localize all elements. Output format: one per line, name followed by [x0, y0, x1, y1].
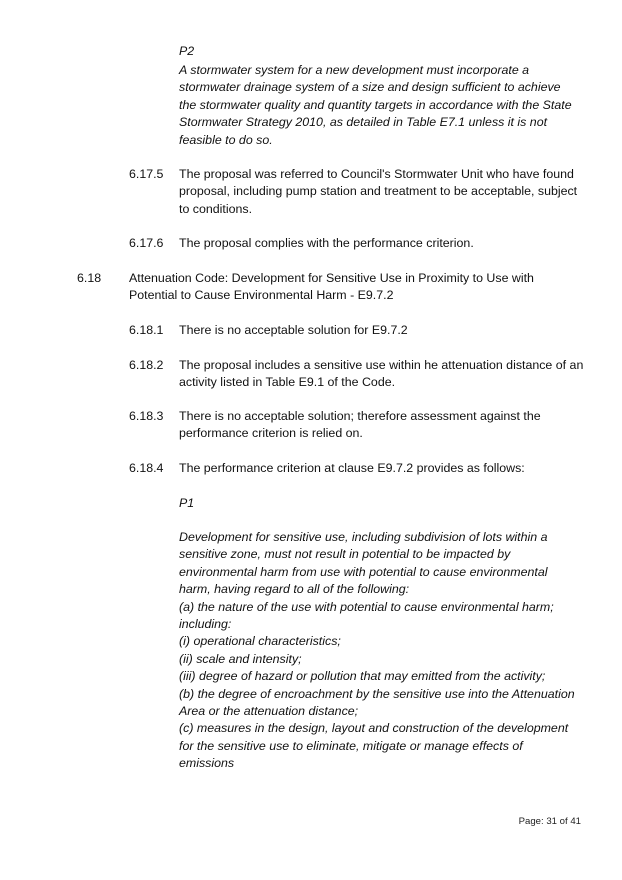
clause-number: 6.18.3 — [129, 409, 164, 423]
p1-heading: P1 — [179, 496, 195, 510]
page-number: Page: 31 of 41 — [518, 816, 581, 827]
clause-number: 6.18.4 — [129, 461, 164, 475]
clause-number: 6.17.5 — [129, 167, 164, 181]
clause-text: There is no acceptable solution; therefore assessment against the performance criterion is relied on. — [179, 409, 541, 441]
clause-number: 6.18.1 — [129, 323, 164, 337]
p2-heading: P2 — [179, 44, 195, 58]
p1-body: Development for sensitive use, including subdivision of lots within a sensitive zone, must not result in potential to be impacted by environmental harm from use with potential to cause environmental harm, having regard to all of the following: (a) the nature of the use with potential to cause environmental harm; including: (i) operational characteristics; (ii) scale and intensity; (iii) degree of hazard or pollution that may emitted from the activity; (b) the degree of encroachment by the sensitive use into the Attenuation Area or the attenuation distance; (c) measures in the design, layout and construction of the development for the sensitive use to eliminate, mitigate or manage effects of emissions — [179, 530, 575, 771]
clause-number: 6.18.2 — [129, 358, 164, 372]
clause-text: The proposal was referred to Council's Stormwater Unit who have found proposal, including pump station and treatment to be acceptable, subject to conditions. — [179, 167, 578, 216]
clause-text: The proposal includes a sensitive use within he attenuation distance of an activity listed in Table E9.1 of the Code. — [179, 358, 584, 390]
section-number: 6.18 — [77, 271, 102, 285]
clause-text: There is no acceptable solution for E9.7.2 — [179, 323, 408, 337]
clause-text: The performance criterion at clause E9.7.2 provides as follows: — [179, 461, 525, 475]
clause-text: The proposal complies with the performance criterion. — [179, 236, 474, 250]
clause-number: 6.17.6 — [129, 236, 164, 250]
section-title: Attenuation Code: Development for Sensitive Use in Proximity to Use with Potential to Cause Environmental Harm - E9.7.2 — [129, 271, 534, 303]
p2-body: A stormwater system for a new development must incorporate a stormwater drainage system of a size and design sufficient to achieve the stormwater quality and quantity targets in accordance with the State Stormwater Strategy 2010, as detailed in Table E7.1 unless it is not feasible to do so. — [179, 63, 572, 147]
